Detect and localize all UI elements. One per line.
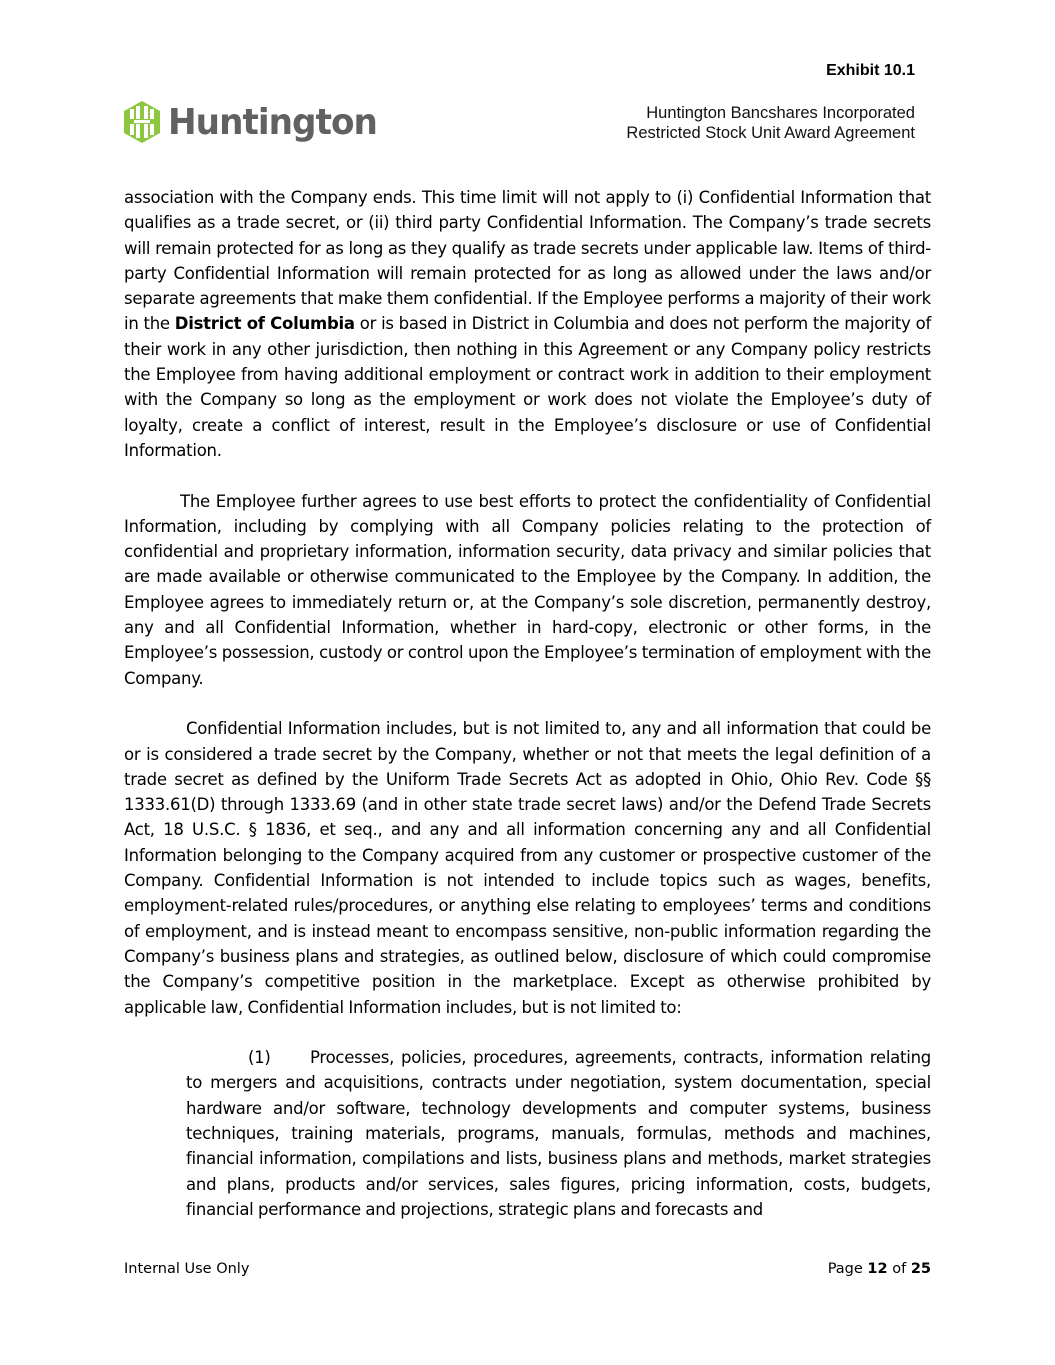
- footer-classification: Internal Use Only: [124, 1261, 250, 1277]
- paragraph-1-text-b: or is based in District in Columbia and does not perform the majority of their work in any other jurisdiction, then nothing in this Agreement or any Company policy restricts the Employee from having additional employment or contract work in addition to their employment with the Company so long as the employment or work does not violate the Employee’s duty of loyalty, create a conflict of interest, result in the Employee’s disclosure or use of Confidential Information.: [124, 314, 931, 460]
- document-body: [124, 185, 931, 1247]
- huntington-logo-icon: [122, 100, 162, 144]
- page-of: of: [887, 1261, 911, 1277]
- page-number: [828, 1261, 931, 1277]
- logo-wordmark: Huntington: [168, 101, 377, 143]
- page-total: 25: [910, 1261, 931, 1277]
- huntington-logo: [122, 100, 388, 144]
- list-item-1: [186, 1045, 931, 1222]
- page-prefix: Page: [827, 1261, 868, 1277]
- paragraph-3: Confidential Information includes, but is not limited to, any and all information that could be or is considered a trade secret by the Company, whether or not that meets the legal definition of a trade secret as defined by the Uniform Trade Secrets Act as adopted in Ohio, Ohio Rev. Code §§ 1333.61(D) through 1333.69 (and in other state trade secret laws) and/or the Defend Trade Secrets Act, 18 U.S.C. § 1836, et seq., and any and all information concerning any and all Confidential Information belonging to the Company acquired from any customer or prospective customer of the Company. Confidential Information is not intended to include topics such as wages, benefits, employment-related rules/procedures, or anything else relating to employees’ terms and conditions of employment, and is instead meant to encompass sensitive, non-public information regarding the Company’s business plans and strategies, as outlined below, disclosure of which could compromise the Company’s competitive position in the marketplace. Except as otherwise prohibited by applicable law, Confidential Information includes, but is not limited to:: [124, 719, 931, 1017]
- page-current: 12: [867, 1261, 888, 1277]
- document-title: Restricted Stock Unit Award Agreement: [626, 124, 915, 142]
- list-item-text: Processes, policies, procedures, agreements, contracts, information relating to mergers and acquisitions, contracts under negotiation, system documentation, special hardware and/or software, technology developments and computer systems, business techniques, training materials, programs, manuals, formulas, methods and machines, financial information, compilations and lists, business plans and methods, market strategies and plans, products and/or services, sales figures, pricing information, costs, budgets, financial performance and projections, strategic plans and forecasts and: [186, 1048, 931, 1219]
- paragraph-1: [124, 185, 931, 463]
- paragraph-1-bold: District of Columbia: [174, 314, 355, 334]
- list-item-number: (1): [248, 1048, 271, 1068]
- company-name: Huntington Bancshares Incorporated: [646, 104, 915, 122]
- paragraph-1-text-a: association with the Company ends. This time limit will not apply to (i) Confidential Information that qualifies as a trade secret, or (ii) third party Confidential Information. The Company’s trade secrets will remain protected for as long as they qualify as trade secrets under applicable law. Items of third-party Confidential Information will remain protected for as long as allowed under the laws and/or separate agreements that make them confidential. If the Employee performs a majority of their work in the: [124, 188, 931, 334]
- document-header: [626, 103, 915, 143]
- exhibit-label: Exhibit 10.1: [826, 62, 915, 79]
- paragraph-2: The Employee further agrees to use best efforts to protect the confidentiality of Confidential Information, including by complying with all Company policies relating to the protection of confidential and proprietary information, information security, data privacy and similar policies that are made available or otherwise communicated to the Employee by the Company. In addition, the Employee agrees to immediately return or, at the Company’s sole discretion, permanently destroy, any and all Confidential Information, whether in hard-copy, electronic or other forms, in the Employee’s possession, custody or control upon the Employee’s termination of employment with the Company.: [124, 491, 931, 688]
